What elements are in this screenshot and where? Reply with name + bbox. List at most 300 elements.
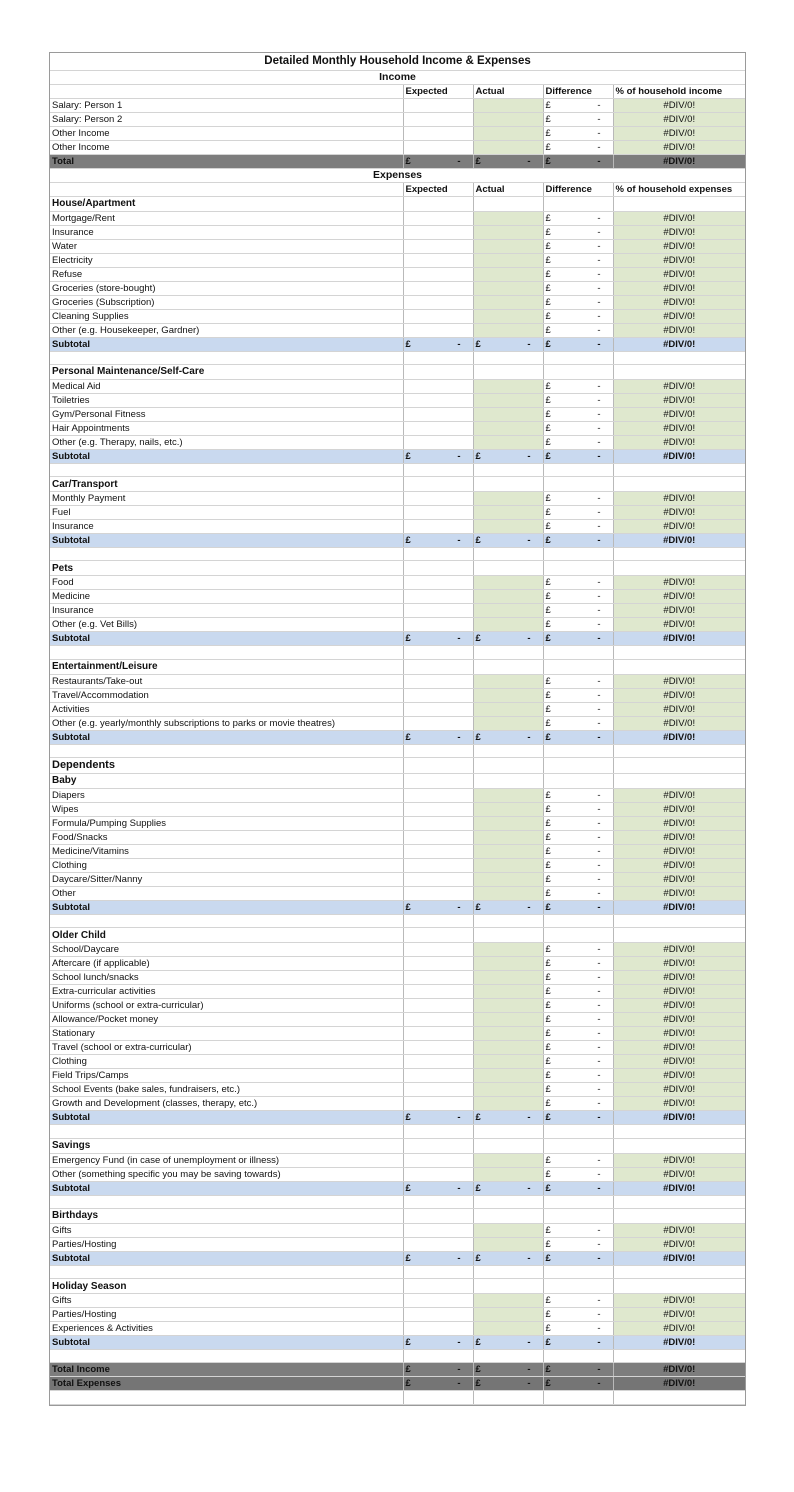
zero-dash: - (597, 127, 601, 139)
difference-cell[interactable] (543, 590, 613, 604)
difference-cell[interactable] (543, 323, 613, 337)
difference-cell[interactable] (543, 435, 613, 449)
expected-cell[interactable] (403, 281, 473, 295)
actual-cell[interactable] (473, 225, 543, 239)
actual-total[interactable] (473, 154, 543, 168)
percentage-cell[interactable]: #DIV/0! (613, 393, 745, 407)
expected-subtotal[interactable] (403, 1181, 473, 1195)
difference-subtotal[interactable] (543, 632, 613, 646)
actual-cell[interactable] (473, 971, 543, 985)
expected-subtotal[interactable] (403, 449, 473, 463)
zero-dash: - (527, 1337, 531, 1349)
expected-cell[interactable] (403, 816, 473, 830)
actual-subtotal[interactable] (473, 337, 543, 351)
percentage-cell[interactable]: #DIV/0! (613, 1251, 745, 1265)
difference-cell[interactable] (543, 393, 613, 407)
expected-cell[interactable] (403, 1013, 473, 1027)
difference-cell[interactable] (543, 844, 613, 858)
expected-cell[interactable] (403, 1308, 473, 1322)
expected-subtotal[interactable] (403, 900, 473, 914)
percentage-cell[interactable]: #DIV/0! (613, 154, 745, 168)
expected-cell[interactable] (403, 957, 473, 971)
percentage-cell[interactable]: #DIV/0! (613, 688, 745, 702)
actual-cell[interactable] (473, 590, 543, 604)
actual-cell[interactable] (473, 1322, 543, 1336)
expected-cell[interactable] (403, 407, 473, 421)
actual-subtotal[interactable] (473, 1251, 543, 1265)
expected-subtotal[interactable] (403, 632, 473, 646)
difference-subtotal[interactable] (543, 534, 613, 548)
expected-cell[interactable] (403, 1083, 473, 1097)
percentage-cell[interactable]: #DIV/0! (613, 1322, 745, 1336)
difference-cell[interactable] (543, 618, 613, 632)
expected-cell[interactable] (403, 844, 473, 858)
percentage-cell[interactable]: #DIV/0! (613, 281, 745, 295)
expected-cell[interactable] (403, 985, 473, 999)
percentage-cell[interactable]: #DIV/0! (613, 1363, 745, 1377)
expected-cell[interactable] (403, 492, 473, 506)
actual-cell[interactable] (473, 604, 543, 618)
percentage-cell[interactable]: #DIV/0! (613, 435, 745, 449)
expected-cell[interactable] (403, 393, 473, 407)
actual-subtotal[interactable] (473, 534, 543, 548)
difference-cell[interactable] (543, 985, 613, 999)
expected-cell[interactable] (403, 802, 473, 816)
expected-cell[interactable] (403, 421, 473, 435)
percentage-cell[interactable]: #DIV/0! (613, 379, 745, 393)
actual-cell[interactable] (473, 943, 543, 957)
difference-cell[interactable] (543, 957, 613, 971)
actual-cell[interactable] (473, 211, 543, 225)
expected-cell[interactable] (403, 1167, 473, 1181)
percentage-cell[interactable]: #DIV/0! (613, 844, 745, 858)
percentage-cell[interactable]: #DIV/0! (613, 1097, 745, 1111)
difference-cell[interactable] (543, 267, 613, 281)
actual-cell[interactable] (473, 1308, 543, 1322)
actual-cell[interactable] (473, 1097, 543, 1111)
actual-cell[interactable] (473, 702, 543, 716)
expected-total[interactable] (403, 154, 473, 168)
expected-cell[interactable] (403, 1153, 473, 1167)
expected-cell[interactable] (403, 225, 473, 239)
percentage-cell[interactable]: #DIV/0! (613, 618, 745, 632)
percentage-cell[interactable]: #DIV/0! (613, 506, 745, 520)
actual-cell[interactable] (473, 886, 543, 900)
actual-cell[interactable] (473, 858, 543, 872)
percentage-cell[interactable]: #DIV/0! (613, 576, 745, 590)
actual-cell[interactable] (473, 999, 543, 1013)
actual-subtotal[interactable] (473, 900, 543, 914)
percentage-cell[interactable]: #DIV/0! (613, 1377, 745, 1391)
percentage-cell[interactable]: #DIV/0! (613, 802, 745, 816)
expected-cell[interactable] (403, 323, 473, 337)
actual-cell[interactable] (473, 688, 543, 702)
actual-cell[interactable] (473, 379, 543, 393)
currency-symbol: £ (545, 972, 551, 984)
expected-cell[interactable] (403, 98, 473, 112)
actual-cell[interactable] (473, 281, 543, 295)
actual-cell[interactable] (473, 618, 543, 632)
actual-subtotal[interactable] (473, 1181, 543, 1195)
difference-cell[interactable] (543, 492, 613, 506)
empty-cell (50, 1195, 403, 1208)
percentage-cell[interactable]: #DIV/0! (613, 449, 745, 463)
percentage-cell[interactable]: #DIV/0! (613, 632, 745, 646)
percentage-cell[interactable]: #DIV/0! (613, 1041, 745, 1055)
percentage-cell[interactable]: #DIV/0! (613, 267, 745, 281)
difference-cell[interactable] (543, 239, 613, 253)
actual-cell[interactable] (473, 126, 543, 140)
percentage-cell[interactable]: #DIV/0! (613, 323, 745, 337)
expected-cell[interactable] (403, 830, 473, 844)
percentage-cell[interactable]: #DIV/0! (613, 730, 745, 744)
actual-cell[interactable] (473, 239, 543, 253)
difference-cell[interactable] (543, 943, 613, 957)
expected-cell[interactable] (403, 1237, 473, 1251)
expected-cell[interactable] (403, 295, 473, 309)
expected-subtotal[interactable] (403, 1111, 473, 1125)
expected-cell[interactable] (403, 1041, 473, 1055)
percentage-cell[interactable]: #DIV/0! (613, 1069, 745, 1083)
expected-cell[interactable] (403, 788, 473, 802)
empty-cell (403, 548, 473, 561)
expense-row (50, 1055, 745, 1069)
expected-cell[interactable] (403, 309, 473, 323)
expected-cell[interactable] (403, 435, 473, 449)
difference-cell[interactable] (543, 788, 613, 802)
actual-cell[interactable] (473, 1153, 543, 1167)
expected-cell[interactable] (403, 1294, 473, 1308)
percentage-cell[interactable]: #DIV/0! (613, 98, 745, 112)
difference-cell[interactable] (543, 421, 613, 435)
percentage-cell[interactable]: #DIV/0! (613, 140, 745, 154)
expected-cell[interactable] (403, 886, 473, 900)
difference-cell[interactable] (543, 858, 613, 872)
percentage-cell[interactable]: #DIV/0! (613, 788, 745, 802)
expected-cell[interactable] (403, 1223, 473, 1237)
difference-cell[interactable] (543, 1308, 613, 1322)
difference-cell[interactable] (543, 1041, 613, 1055)
expected-cell[interactable] (403, 1069, 473, 1083)
difference-cell[interactable] (543, 702, 613, 716)
percentage-cell[interactable]: #DIV/0! (613, 1055, 745, 1069)
percentage-cell[interactable]: #DIV/0! (613, 1294, 745, 1308)
difference-subtotal[interactable] (543, 1251, 613, 1265)
expected-subtotal[interactable] (403, 730, 473, 744)
difference-cell[interactable] (543, 1097, 613, 1111)
expected-cell[interactable] (403, 674, 473, 688)
percentage-cell[interactable]: #DIV/0! (613, 830, 745, 844)
percentage-cell[interactable]: #DIV/0! (613, 886, 745, 900)
percentage-cell[interactable]: #DIV/0! (613, 674, 745, 688)
difference-cell[interactable] (543, 802, 613, 816)
actual-total[interactable] (473, 1363, 543, 1377)
actual-cell[interactable] (473, 816, 543, 830)
difference-cell[interactable] (543, 379, 613, 393)
difference-cell[interactable] (543, 281, 613, 295)
percentage-cell[interactable]: #DIV/0! (613, 1237, 745, 1251)
percentage-cell[interactable]: #DIV/0! (613, 900, 745, 914)
difference-cell[interactable] (543, 830, 613, 844)
expected-cell[interactable] (403, 618, 473, 632)
expected-cell[interactable] (403, 716, 473, 730)
percentage-cell[interactable]: #DIV/0! (613, 957, 745, 971)
expected-cell[interactable] (403, 943, 473, 957)
actual-cell[interactable] (473, 506, 543, 520)
actual-cell[interactable] (473, 267, 543, 281)
actual-cell[interactable] (473, 844, 543, 858)
difference-cell[interactable] (543, 1223, 613, 1237)
actual-subtotal[interactable] (473, 1336, 543, 1350)
actual-cell[interactable] (473, 1041, 543, 1055)
percentage-cell[interactable]: #DIV/0! (613, 590, 745, 604)
difference-total[interactable] (543, 1363, 613, 1377)
expected-cell[interactable] (403, 1027, 473, 1041)
expected-subtotal[interactable] (403, 534, 473, 548)
percentage-cell[interactable]: #DIV/0! (613, 112, 745, 126)
expected-subtotal[interactable] (403, 1336, 473, 1350)
category-heading: Holiday Season (50, 1279, 403, 1294)
percentage-cell[interactable]: #DIV/0! (613, 943, 745, 957)
subtotal-row (50, 337, 745, 351)
empty-cell (403, 757, 473, 773)
actual-cell[interactable] (473, 1223, 543, 1237)
percentage-cell[interactable]: #DIV/0! (613, 999, 745, 1013)
difference-cell[interactable] (543, 1069, 613, 1083)
difference-cell[interactable] (543, 225, 613, 239)
percentage-cell[interactable]: #DIV/0! (613, 702, 745, 716)
difference-cell[interactable] (543, 886, 613, 900)
actual-cell[interactable] (473, 1027, 543, 1041)
percentage-cell[interactable]: #DIV/0! (613, 1336, 745, 1350)
zero-dash: - (597, 703, 601, 715)
expenses-column-header-row (50, 182, 745, 196)
difference-subtotal[interactable] (543, 1181, 613, 1195)
actual-subtotal[interactable] (473, 632, 543, 646)
percentage-cell[interactable]: #DIV/0! (613, 1153, 745, 1167)
sheet-title: Detailed Monthly Household Income & Expenses (50, 53, 745, 70)
actual-cell[interactable] (473, 309, 543, 323)
actual-cell[interactable] (473, 421, 543, 435)
percentage-cell[interactable]: #DIV/0! (613, 1167, 745, 1181)
actual-cell[interactable] (473, 1055, 543, 1069)
expected-cell[interactable] (403, 999, 473, 1013)
actual-cell[interactable] (473, 393, 543, 407)
difference-subtotal[interactable] (543, 900, 613, 914)
percentage-cell[interactable]: #DIV/0! (613, 716, 745, 730)
difference-subtotal[interactable] (543, 337, 613, 351)
expected-cell[interactable] (403, 604, 473, 618)
difference-subtotal[interactable] (543, 730, 613, 744)
difference-cell[interactable] (543, 1027, 613, 1041)
actual-cell[interactable] (473, 1013, 543, 1027)
currency-symbol: £ (545, 675, 551, 687)
expected-cell[interactable] (403, 239, 473, 253)
actual-cell[interactable] (473, 520, 543, 534)
expected-cell[interactable] (403, 253, 473, 267)
percentage-cell[interactable]: #DIV/0! (613, 295, 745, 309)
expected-cell[interactable] (403, 688, 473, 702)
difference-cell[interactable] (543, 211, 613, 225)
difference-subtotal[interactable] (543, 1336, 613, 1350)
percentage-cell[interactable]: #DIV/0! (613, 407, 745, 421)
difference-cell[interactable] (543, 604, 613, 618)
currency-symbol: £ (545, 1224, 551, 1236)
difference-cell[interactable] (543, 98, 613, 112)
actual-cell[interactable] (473, 407, 543, 421)
percentage-cell[interactable]: #DIV/0! (613, 1111, 745, 1125)
empty-cell (543, 914, 613, 927)
difference-cell[interactable] (543, 674, 613, 688)
actual-cell[interactable] (473, 1069, 543, 1083)
percentage-cell[interactable]: #DIV/0! (613, 253, 745, 267)
actual-cell[interactable] (473, 1167, 543, 1181)
actual-cell[interactable] (473, 1237, 543, 1251)
difference-total[interactable] (543, 154, 613, 168)
expected-subtotal[interactable] (403, 1251, 473, 1265)
difference-subtotal[interactable] (543, 449, 613, 463)
difference-cell[interactable] (543, 112, 613, 126)
expected-cell[interactable] (403, 1097, 473, 1111)
percentage-cell[interactable]: #DIV/0! (613, 337, 745, 351)
difference-cell[interactable] (543, 1083, 613, 1097)
difference-cell[interactable] (543, 126, 613, 140)
percentage-cell[interactable]: #DIV/0! (613, 211, 745, 225)
expected-cell[interactable] (403, 702, 473, 716)
actual-subtotal[interactable] (473, 449, 543, 463)
difference-cell[interactable] (543, 309, 613, 323)
percentage-cell[interactable]: #DIV/0! (613, 816, 745, 830)
actual-cell[interactable] (473, 576, 543, 590)
actual-cell[interactable] (473, 253, 543, 267)
percentage-cell[interactable]: #DIV/0! (613, 421, 745, 435)
expected-cell[interactable] (403, 506, 473, 520)
percentage-cell[interactable]: #DIV/0! (613, 534, 745, 548)
percentage-cell[interactable]: #DIV/0! (613, 520, 745, 534)
difference-cell[interactable] (543, 140, 613, 154)
difference-cell[interactable] (543, 1167, 613, 1181)
expected-total[interactable] (403, 1363, 473, 1377)
expected-cell[interactable] (403, 126, 473, 140)
percentage-cell[interactable]: #DIV/0! (613, 1223, 745, 1237)
difference-cell[interactable] (543, 1055, 613, 1069)
difference-cell[interactable] (543, 716, 613, 730)
percentage-cell[interactable]: #DIV/0! (613, 239, 745, 253)
actual-subtotal[interactable] (473, 730, 543, 744)
expected-cell[interactable] (403, 267, 473, 281)
empty-cell (403, 463, 473, 476)
difference-cell[interactable] (543, 1153, 613, 1167)
difference-subtotal[interactable] (543, 1111, 613, 1125)
actual-cell[interactable] (473, 802, 543, 816)
difference-cell[interactable] (543, 520, 613, 534)
actual-cell[interactable] (473, 830, 543, 844)
percentage-cell[interactable]: #DIV/0! (613, 225, 745, 239)
percentage-cell[interactable]: #DIV/0! (613, 1181, 745, 1195)
expected-cell[interactable] (403, 112, 473, 126)
percentage-cell[interactable]: #DIV/0! (613, 1027, 745, 1041)
percentage-cell[interactable]: #DIV/0! (613, 872, 745, 886)
expected-cell[interactable] (403, 576, 473, 590)
difference-cell[interactable] (543, 872, 613, 886)
expected-cell[interactable] (403, 872, 473, 886)
expected-cell[interactable] (403, 590, 473, 604)
total-label: Total Income (50, 1363, 403, 1377)
percentage-cell[interactable]: #DIV/0! (613, 858, 745, 872)
currency-symbol: £ (545, 296, 551, 308)
expected-total[interactable] (403, 1377, 473, 1391)
actual-subtotal[interactable] (473, 1111, 543, 1125)
actual-cell[interactable] (473, 492, 543, 506)
expected-cell[interactable] (403, 211, 473, 225)
actual-cell[interactable] (473, 295, 543, 309)
expected-cell[interactable] (403, 858, 473, 872)
percentage-cell[interactable]: #DIV/0! (613, 309, 745, 323)
actual-cell[interactable] (473, 872, 543, 886)
percentage-cell[interactable]: #DIV/0! (613, 1013, 745, 1027)
difference-total[interactable] (543, 1377, 613, 1391)
difference-cell[interactable] (543, 1294, 613, 1308)
percentage-cell[interactable]: #DIV/0! (613, 604, 745, 618)
difference-cell[interactable] (543, 407, 613, 421)
actual-cell[interactable] (473, 1083, 543, 1097)
percentage-cell[interactable]: #DIV/0! (613, 126, 745, 140)
difference-cell[interactable] (543, 576, 613, 590)
expected-cell[interactable] (403, 971, 473, 985)
column-header (50, 182, 403, 196)
expense-row (50, 506, 745, 520)
difference-cell[interactable] (543, 688, 613, 702)
actual-cell[interactable] (473, 1294, 543, 1308)
actual-cell[interactable] (473, 98, 543, 112)
percentage-cell[interactable]: #DIV/0! (613, 971, 745, 985)
row-label: Groceries (Subscription) (50, 295, 403, 309)
expected-subtotal[interactable] (403, 337, 473, 351)
difference-cell[interactable] (543, 999, 613, 1013)
actual-total[interactable] (473, 1377, 543, 1391)
percentage-cell[interactable]: #DIV/0! (613, 1083, 745, 1097)
percentage-cell[interactable]: #DIV/0! (613, 1308, 745, 1322)
actual-cell[interactable] (473, 957, 543, 971)
expected-cell[interactable] (403, 379, 473, 393)
difference-cell[interactable] (543, 295, 613, 309)
percentage-cell[interactable]: #DIV/0! (613, 985, 745, 999)
actual-cell[interactable] (473, 112, 543, 126)
actual-cell[interactable] (473, 788, 543, 802)
difference-cell[interactable] (543, 506, 613, 520)
difference-cell[interactable] (543, 253, 613, 267)
difference-cell[interactable] (543, 1013, 613, 1027)
difference-cell[interactable] (543, 1322, 613, 1336)
actual-cell[interactable] (473, 985, 543, 999)
expected-cell[interactable] (403, 520, 473, 534)
actual-cell[interactable] (473, 435, 543, 449)
actual-cell[interactable] (473, 323, 543, 337)
difference-cell[interactable] (543, 971, 613, 985)
difference-cell[interactable] (543, 1237, 613, 1251)
actual-cell[interactable] (473, 674, 543, 688)
zero-dash: - (457, 1378, 461, 1390)
expected-cell[interactable] (403, 1055, 473, 1069)
expected-cell[interactable] (403, 1322, 473, 1336)
expected-cell[interactable] (403, 140, 473, 154)
empty-cell (50, 1391, 403, 1404)
percentage-cell[interactable]: #DIV/0! (613, 492, 745, 506)
difference-cell[interactable] (543, 816, 613, 830)
currency-symbol: £ (545, 408, 551, 420)
actual-cell[interactable] (473, 716, 543, 730)
actual-cell[interactable] (473, 140, 543, 154)
